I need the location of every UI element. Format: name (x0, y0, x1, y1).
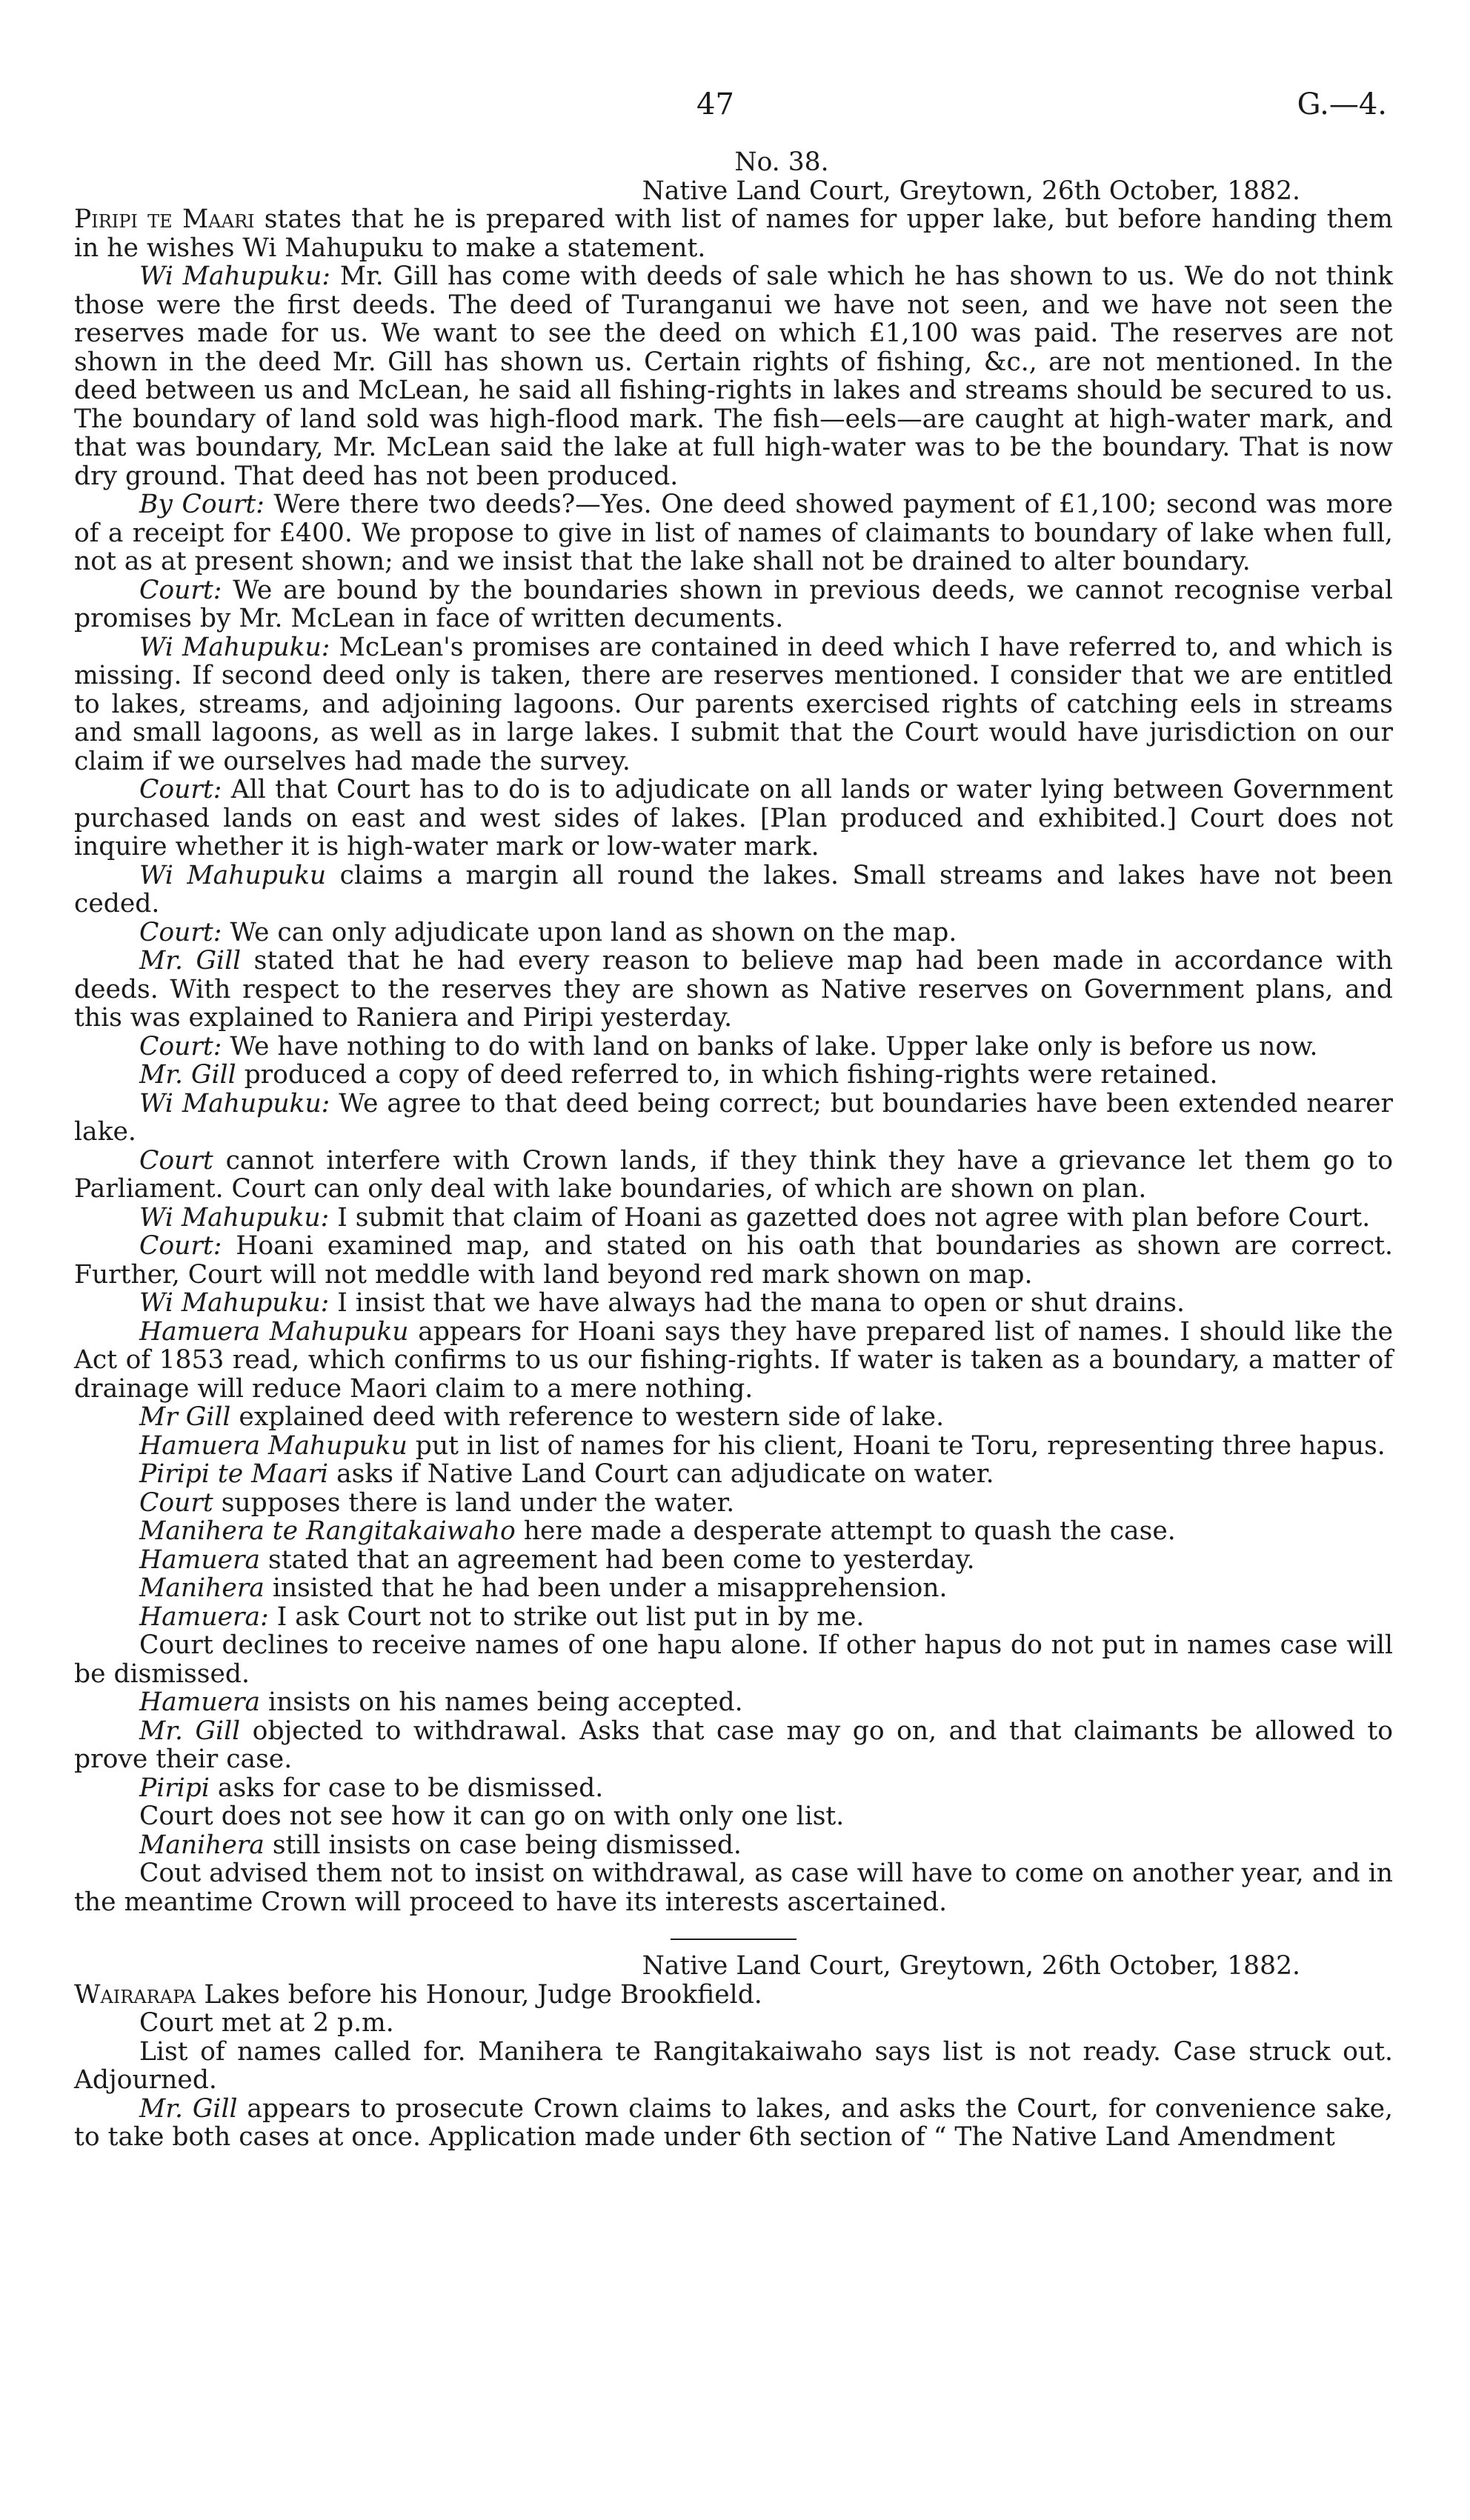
paragraph (74, 1318, 1393, 1404)
speaker-name: Wi Mahupuku: (139, 1088, 330, 1119)
paragraph-text: We have nothing to do with land on banks of lake. Upper lake only is before us now. (222, 1031, 1318, 1061)
speaker-name: By Court: (139, 490, 265, 519)
paragraph-text: Mr. Gill has come with deeds of sale which he has shown to us. We do not think those were the first deeds. The deed of Turanganui we have not seen, and we have not seen the reserves made for us. We want to see the deed on which £1,100 was paid. The reserves are not shown in the deed Mr. Gill has shown us. Certain rights of fishing, &c., are not mentioned. In the deed between us and McLean, he said all fishing-rights in lakes and streams should be secured to us. The boundary of land sold was high-flood mark. The fish—eels—are caught at high-water mark, and that was boundary, Mr. McLean said the lake at full high-water was to be the boundary. That is now dry ground. That deed has not been produced. (74, 261, 1393, 491)
speaker-name: Court: (139, 1231, 222, 1261)
paragraph (74, 1631, 1393, 1688)
paragraph (74, 861, 1393, 919)
speaker-name: Mr. Gill (139, 1060, 236, 1090)
paragraph (74, 1603, 1393, 1632)
paragraph-text: Court declines to receive names of one hapu alone. If other hapus do not put in names case will be dismissed. (74, 1630, 1393, 1689)
paragraph (74, 1688, 1393, 1717)
paragraph-text: We are bound by the boundaries shown in previous deeds, we cannot recognise verbal promises by Mr. McLean in face of written decuments. (74, 575, 1393, 633)
document-body (74, 148, 1393, 2152)
speaker-name: Court (139, 1487, 213, 1518)
speaker-name: Court: (139, 917, 222, 947)
paragraph-text: insists on his names being accepted. (260, 1687, 743, 1717)
paragraph-text: I insist that we have always had the mana to open or shut drains. (329, 1288, 1185, 1318)
speaker-name: Mr. Gill (139, 2093, 238, 2124)
paragraph-text: I submit that claim of Hoani as gazetted does not agree with plan before Court. (329, 1202, 1371, 1233)
document-number: No. 38. (734, 147, 829, 177)
paragraph-text: I ask Court not to strike out list put in by me. (268, 1601, 865, 1632)
paragraph (74, 919, 1393, 947)
speaker-name: Court: (139, 575, 222, 605)
speaker-name: Piripi te Maari (139, 1459, 329, 1489)
proceedings-block-1 (74, 205, 1393, 1916)
paragraph (74, 776, 1393, 861)
paragraph-text: stated that he had every reason to believe map had been made in accordance with deeds. With respect to the reserves they are shown as Native reserves on Government plans, and this was explained to Raniera and Piripi yesterday. (74, 946, 1394, 1033)
paragraph-text: All that Court has to do is to adjudicate on all lands or water lying between Government purchased lands on east and west sides of lakes. [Plan produced and exhibited.] Court does not inquire whether it is high-water mark or low-water mark. (74, 775, 1393, 861)
speaker-name: Hamuera Mahupuku (139, 1430, 408, 1461)
paragraph (74, 490, 1393, 576)
paragraph-text: asks if Native Land Court can adjudicate on water. (328, 1459, 994, 1489)
paragraph (74, 1517, 1393, 1546)
speaker-name: Court (139, 1145, 213, 1176)
dateline-second: Native Land Court, Greytown, 26th October, 1882. (642, 1951, 1300, 1981)
speaker-name: Mr. Gill (139, 946, 242, 976)
paragraph-text: supposes there is land under the water. (213, 1487, 735, 1518)
paragraph-text: stated that an agreement had been come to yesterday. (260, 1544, 975, 1575)
paragraph-text: Were there two deeds?—Yes. One deed showed payment of £1,100; second was more of a receipt for £400. We propose to give in list of names of claimants to boundary of lake when full, not as at present shown; and we insist that the lake shall not be drained to alter boundary. (74, 490, 1393, 576)
speaker-name: Wi Mahupuku (139, 860, 327, 890)
paragraph-text: We can only adjudicate upon land as shown on the map. (222, 917, 957, 947)
paragraph (74, 1061, 1393, 1090)
paragraph-text: still insists on case being dismissed. (264, 1830, 742, 1860)
paragraph-text: McLean's promises are contained in deed which I have referred to, and which is missing. If second deed only is taken, there are reserves mentioned. I consider that we are entitled to lakes, streams, and adjoining lagoons. Our parents exercised rights of catching eels in streams and small lagoons, as well as in large lakes. I submit that the Court would have jurisdiction on our claim if we ourselves had made the survey. (74, 632, 1393, 776)
paragraph-text: put in list of names for his client, Hoani te Toru, representing three hapus. (407, 1430, 1386, 1461)
paragraph (74, 262, 1393, 490)
paragraph-text: Lakes before his Honour, Judge Brookfield. (196, 1979, 762, 2010)
paragraph (74, 1717, 1393, 1774)
paragraph-text: explained deed with reference to western side of lake. (230, 1402, 945, 1432)
paragraph (74, 947, 1393, 1033)
paragraph (74, 1574, 1393, 1603)
paper-reference: G.—4. (1297, 87, 1387, 121)
speaker-name: Manihera (139, 1573, 265, 1603)
paragraph (74, 205, 1393, 262)
paragraph (74, 1802, 1393, 1831)
speaker-name: Hamuera (139, 1687, 261, 1717)
paragraph-text: claims a margin all round the lakes. Small streams and lakes have not been ceded. (74, 860, 1393, 919)
speaker-name: Manihera (139, 1830, 265, 1860)
paragraph (74, 1090, 1393, 1147)
section-divider (671, 1939, 796, 1940)
speaker-name: Wi Mahupuku: (139, 261, 331, 291)
paragraph (74, 2095, 1393, 2152)
paragraph-text: appears to prosecute Crown claims to lakes, and asks the Court, for convenience sake, to take both cases at once. Application made under 6th section of “ The Native Land Amendment (74, 2093, 1393, 2152)
paragraph (74, 1859, 1393, 1916)
paragraph-text: Hoani examined map, and stated on his oath that boundaries as shown are correct. Further, Court will not meddle with land beyond red mark shown on map. (74, 1231, 1393, 1290)
speaker-name: Wi Mahupuku: (139, 1288, 330, 1318)
paragraph-text: asks for case to be dismissed. (209, 1773, 604, 1803)
speaker-name: Hamuera Mahupuku (139, 1316, 409, 1347)
speaker-name: Court: (139, 775, 222, 804)
paragraph (74, 2009, 1393, 2038)
speaker-name: Piripi (139, 1773, 210, 1803)
speaker-name: Hamuera (139, 1544, 261, 1575)
speaker-name: Mr. Gill (139, 1716, 241, 1746)
paragraph (74, 1147, 1393, 1204)
paragraph (74, 1232, 1393, 1289)
speaker-name: Wairarapa (74, 1979, 196, 2010)
paragraph (74, 1489, 1393, 1518)
paragraph (74, 1432, 1393, 1461)
speaker-name: Wi Mahupuku: (139, 1202, 330, 1233)
paragraph-text: objected to withdrawal. Asks that case may go on, and that claimants be allowed to prove their case. (74, 1716, 1394, 1774)
paragraph (74, 576, 1393, 633)
page-number: 47 (696, 87, 734, 121)
paragraph-text: produced a copy of deed referred to, in which fishing-rights were retained. (236, 1060, 1218, 1090)
paragraph-text: We agree to that deed being correct; but boundaries have been extended nearer lake. (74, 1088, 1393, 1147)
paragraph-text: states that he is prepared with list of names for upper lake, but before handing them in he wishes Wi Mahupuku to make a statement. (74, 204, 1393, 263)
paragraph (74, 2038, 1393, 2095)
speaker-name: Court: (139, 1031, 222, 1061)
paragraph-text: Court met at 2 p.m. (139, 2008, 394, 2038)
paragraph (74, 1289, 1393, 1318)
paragraph (74, 1033, 1393, 1061)
speaker-name: Mr Gill (139, 1402, 231, 1432)
paragraph-text: appears for Hoani says they have prepared list of names. I should like the Act of 1853 read, which confirms to us our fishing-rights. If water is taken as a boundary, a matter of drainage will reduce Maori claim to a mere nothing. (74, 1316, 1394, 1404)
paragraph (74, 1204, 1393, 1233)
paragraph (74, 1831, 1393, 1860)
speaker-name: Hamuera: (139, 1601, 269, 1632)
paragraph-text: cannot interfere with Crown lands, if they think they have a grievance let them go to Parliament. Court can only deal with lake boundaries, of which are shown on plan. (74, 1145, 1393, 1204)
paragraph (74, 1981, 1393, 2010)
paragraph-text: Cout advised them not to insist on withdrawal, as case will have to come on another year, and in the meantime Crown will proceed to have its interests ascertained. (74, 1859, 1393, 1917)
paragraph (74, 633, 1393, 776)
speaker-name: Piripi te Maari (74, 204, 255, 234)
paragraph (74, 1403, 1393, 1432)
paragraph-text: here made a desperate attempt to quash the case. (515, 1516, 1176, 1546)
paragraph-text: Court does not see how it can go on with only one list. (139, 1801, 845, 1831)
speaker-name: Wi Mahupuku: (139, 632, 330, 662)
paragraph-text: List of names called for. Manihera te Rangitakaiwaho says list is not ready. Case struck out. Adjourned. (74, 2036, 1393, 2095)
proceedings-block-2 (74, 1981, 1393, 2152)
dateline: Native Land Court, Greytown, 26th October, 1882. (642, 176, 1300, 206)
paragraph (74, 1546, 1393, 1575)
paragraph-text: insisted that he had been under a misapprehension. (264, 1573, 948, 1603)
paragraph (74, 1774, 1393, 1803)
paragraph (74, 1460, 1393, 1489)
speaker-name: Manihera te Rangitakaiwaho (139, 1516, 516, 1546)
